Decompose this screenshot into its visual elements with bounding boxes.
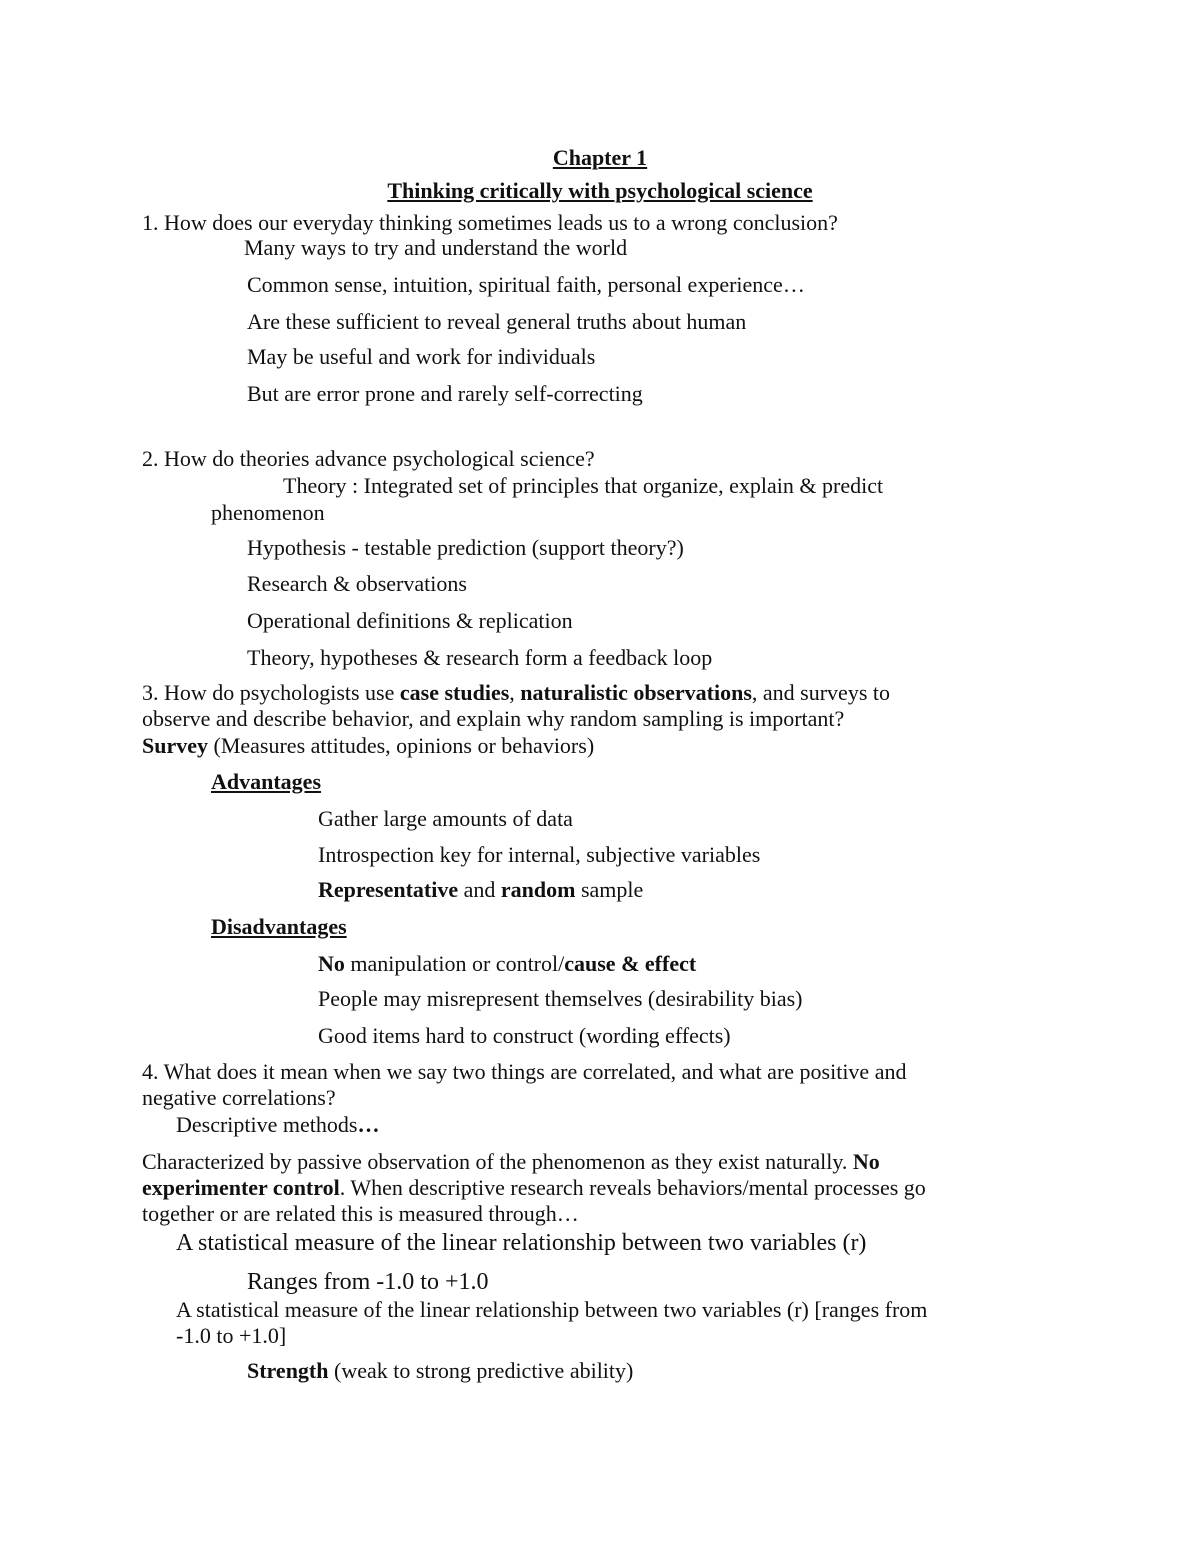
paragraph-line: Characterized by passive observation of the phenomenon as they exist naturally. No — [142, 1149, 880, 1174]
q2-line: Research & observations — [247, 571, 467, 596]
advantage-item: Representative and random sample — [318, 877, 644, 902]
correlation-definition: A statistical measure of the linear relationship between two variables (r) — [176, 1230, 867, 1256]
question-3-continued: observe and describe behavior, and explain why random sampling is important? — [142, 706, 845, 731]
correlation-definition-repeat: A statistical measure of the linear relationship between two variables (r) [ranges from — [176, 1297, 928, 1322]
correlation-definition-repeat-continued: -1.0 to +1.0] — [176, 1323, 287, 1348]
paragraph-line: together or are related this is measured through… — [142, 1201, 579, 1226]
advantage-item: Gather large amounts of data — [318, 806, 573, 831]
q2-line: Operational definitions & replication — [247, 608, 573, 633]
page-title: Chapter 1 — [552, 145, 648, 170]
q1-line: Are these sufficient to reveal general truths about human — [247, 309, 747, 334]
q1-line: But are error prone and rarely self-correcting — [247, 381, 643, 406]
advantage-item: Introspection key for internal, subjective variables — [318, 842, 761, 867]
q1-line: May be useful and work for individuals — [247, 344, 596, 369]
disadvantage-item: Good items hard to construct (wording effects) — [318, 1023, 731, 1048]
disadvantage-item: People may misrepresent themselves (desirability bias) — [318, 986, 803, 1011]
disadvantage-item: No manipulation or control/cause & effect — [318, 951, 697, 976]
disadvantages-heading: Disadvantages — [211, 914, 347, 939]
descriptive-methods: Descriptive methods… — [176, 1112, 380, 1137]
advantages-heading: Advantages — [211, 769, 322, 794]
correlation-range: Ranges from -1.0 to +1.0 — [247, 1269, 489, 1295]
paragraph-line: experimenter control. When descriptive research reveals behaviors/mental processes go — [142, 1175, 926, 1200]
question-3: 3. How do psychologists use case studies, naturalistic observations, and surveys to — [142, 680, 890, 705]
q1-line: Many ways to try and understand the world — [244, 235, 628, 260]
question-2: 2. How do theories advance psychological science? — [142, 446, 595, 471]
question-4: 4. What does it mean when we say two things are correlated, and what are positive and — [142, 1059, 907, 1084]
q2-theory-continued: phenomenon — [211, 500, 325, 525]
q1-line: Common sense, intuition, spiritual faith, personal experience… — [247, 272, 805, 297]
strength-line: Strength (weak to strong predictive ability) — [247, 1358, 634, 1383]
survey-line: Survey (Measures attitudes, opinions or behaviors) — [142, 733, 595, 758]
q2-line: Hypothesis - testable prediction (support theory?) — [247, 535, 684, 560]
question-1: 1. How does our everyday thinking sometimes leads us to a wrong conclusion? — [142, 210, 838, 235]
question-4-continued: negative correlations? — [142, 1085, 336, 1110]
page-subtitle: Thinking critically with psychological science — [387, 178, 813, 203]
q2-line: Theory, hypotheses & research form a feedback loop — [247, 645, 713, 670]
q2-theory: Theory : Integrated set of principles that organize, explain & predict — [283, 473, 884, 498]
